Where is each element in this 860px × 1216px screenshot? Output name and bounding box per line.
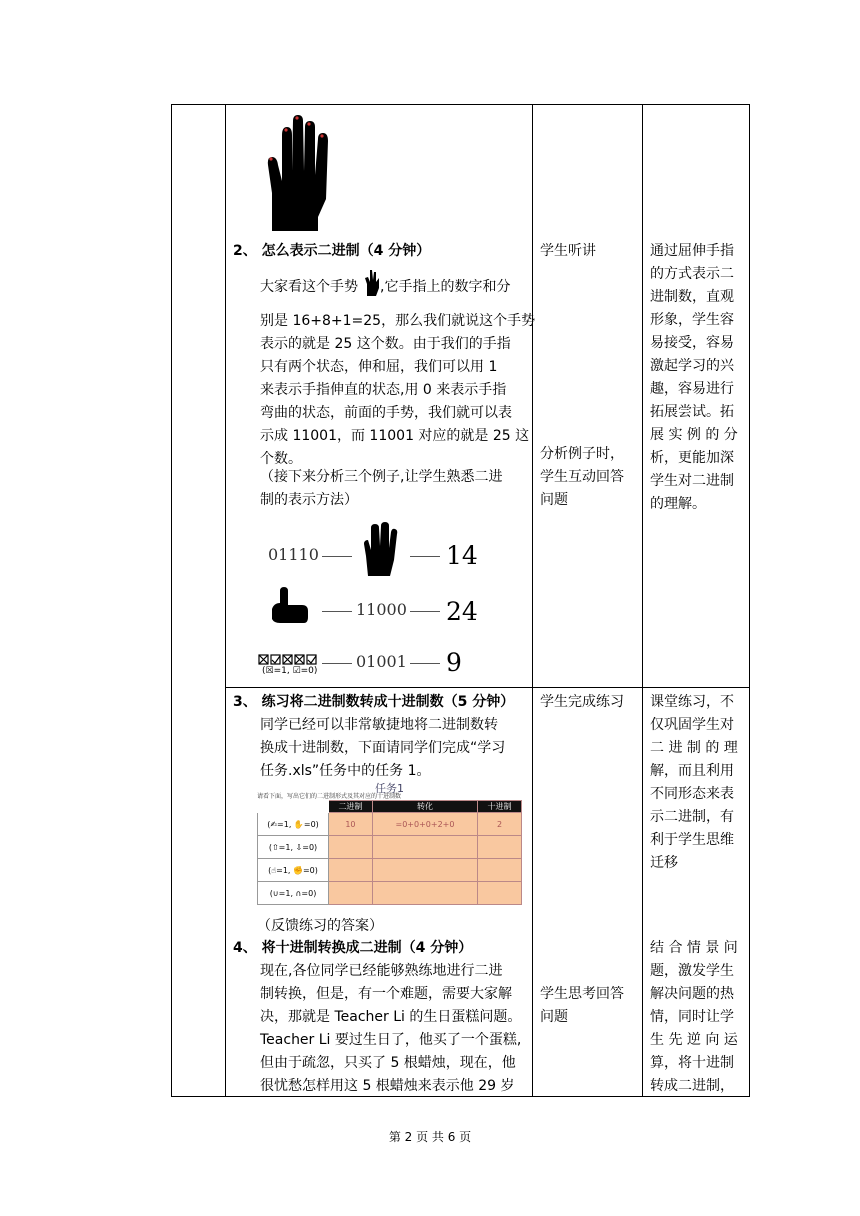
column-border <box>642 104 643 1097</box>
column-border <box>225 104 226 1097</box>
task-cell <box>372 836 477 859</box>
section2-title: 2、 怎么表示二进制（4 分钟） <box>233 243 431 259</box>
section2-line: 示成 11001，而 11001 对应的就是 25 这 <box>260 428 530 444</box>
arrow-line <box>410 611 440 612</box>
task-cell <box>329 836 373 859</box>
page-number: 第 2 页 共 6 页 <box>388 1130 472 1144</box>
hand-icon <box>262 113 332 231</box>
row-divider <box>225 687 750 688</box>
task-table <box>257 800 522 905</box>
task-cell: (∪=1, ∩=0) <box>258 882 329 905</box>
pointing-hand-icon <box>270 587 310 623</box>
example-decimal: 9 <box>446 648 462 677</box>
section2-line: 只有两个状态，伸和屈，我们可以用 1 <box>260 359 498 375</box>
activity-text: 问题 <box>540 492 568 508</box>
checkbox-legend: (☒=1, ☑=0) <box>262 666 318 676</box>
task-instruction: 请看下面，写出它们的二进制形式及其对应的十进制数 <box>257 793 402 800</box>
example-binary: 11000 <box>356 600 407 619</box>
example-binary: 01110 <box>268 545 319 564</box>
table-top-border <box>171 104 750 105</box>
section4-line: Teacher Li 要过生日了，他买了一个蛋糕, <box>260 1032 522 1048</box>
section4-line: 决，那就是 Teacher Li 的生日蛋糕问题。 <box>260 1009 522 1025</box>
intent-text: 转成二进制， <box>650 1078 734 1094</box>
section4-line: 现在,各位同学已经能够熟练地进行二进 <box>260 963 503 979</box>
activity-text: 分析例子时， <box>540 446 624 462</box>
intent-text: 仅巩固学生对 <box>650 717 734 733</box>
checkbox-row-icon <box>258 654 318 665</box>
section2-line: （接下来分析三个例子,让学生熟悉二进 <box>260 469 503 485</box>
task-header: 二进制 <box>329 801 373 813</box>
section2-line: ,它手指上的数字和分 <box>380 279 511 295</box>
intent-text: 拓展尝试。拓 <box>650 404 734 420</box>
task-header: 十进制 <box>478 801 522 813</box>
section2-line: 来表示手指伸直的状态,用 0 来表示手指 <box>260 382 507 398</box>
activity-text: 问题 <box>540 1009 568 1025</box>
task-cell: 2 <box>478 813 522 836</box>
intent-text: 的方式表示二 <box>650 266 734 282</box>
section3-line: 任务.xls”任务中的任务 1。 <box>260 763 431 779</box>
arrow-line <box>322 556 352 557</box>
task-cell <box>329 882 373 905</box>
section4-line: 但由于疏忽，只买了 5 根蜡烛，现在，他 <box>260 1055 516 1071</box>
task-cell <box>478 836 522 859</box>
activity-text: 学生思考回答 <box>540 986 624 1002</box>
intent-text: 生 先 逆 向 运 <box>650 1032 738 1048</box>
example-binary: 01001 <box>356 652 407 671</box>
section2-line: 大家看这个手势 <box>260 279 358 295</box>
section4-title: 4、 将十进制转换成二进制（4 分钟） <box>233 940 473 956</box>
activity-text: 学生互动回答 <box>540 469 624 485</box>
activity-text: 学生听讲 <box>540 243 596 259</box>
intent-text: 进制数，直观 <box>650 289 734 305</box>
intent-text: 解决问题的热 <box>650 986 734 1002</box>
intent-text: 的理解。 <box>650 496 706 512</box>
intent-text: 算，将十进制 <box>650 1055 734 1071</box>
intent-text: 情，同时让学 <box>650 1009 734 1025</box>
task-cell: (☝=1, ✊=0) <box>258 859 329 882</box>
intent-text: 趣，容易进行 <box>650 381 734 397</box>
activity-text: 学生完成练习 <box>540 694 624 710</box>
intent-text: 示二进制，有 <box>650 809 734 825</box>
intent-text: 结 合 情 景 问 <box>650 940 738 956</box>
intent-text: 解，而且利用 <box>650 763 734 779</box>
section3-title: 3、 练习将二进制数转成十进制数（5 分钟） <box>233 694 515 710</box>
section2-line: 弯曲的状态，前面的手势，我们就可以表 <box>260 405 512 421</box>
column-border <box>749 104 750 1097</box>
task-cell: (⇧=1, ⇩=0) <box>258 836 329 859</box>
section3-note: （反馈练习的答案） <box>257 918 383 934</box>
column-border <box>171 104 172 1097</box>
task-cell <box>372 882 477 905</box>
task-cell: =0+0+0+2+0 <box>372 813 477 836</box>
intent-text: 课堂练习，不 <box>650 694 734 710</box>
task-cell <box>329 859 373 882</box>
section3-line: 换成十进制数，下面请同学们完成“学习 <box>260 740 506 756</box>
task-cell <box>478 882 522 905</box>
arrow-line <box>322 663 352 664</box>
section4-line: 制转换，但是，有一个难题，需要大家解 <box>260 986 512 1002</box>
intent-text: 不同形态来表 <box>650 786 734 802</box>
section2-line: 表示的就是 25 这个数。由于我们的手指 <box>260 336 511 352</box>
section3-line: 同学已经可以非常敏捷地将二进制数转 <box>260 717 498 733</box>
task-cell <box>372 859 477 882</box>
section2-line: 制的表示方法） <box>260 492 358 508</box>
intent-text: 通过屈伸手指 <box>650 243 734 259</box>
intent-text: 激起学习的兴 <box>650 358 734 374</box>
section2-line: 别是 16+8+1=25，那么我们就说这个手势 <box>260 313 536 329</box>
task-title: 任务1 <box>375 782 404 795</box>
three-fingers-icon <box>362 522 398 576</box>
example-decimal: 24 <box>446 597 478 626</box>
gesture-icon <box>364 268 380 296</box>
intent-text: 形象，学生容 <box>650 312 734 328</box>
intent-text: 题，激发学生 <box>650 963 734 979</box>
task-header: 转化 <box>372 801 477 813</box>
intent-text: 析，更能加深 <box>650 450 734 466</box>
intent-text: 学生对二进制 <box>650 473 734 489</box>
section4-line: 很忧愁怎样用这 5 根蜡烛来表示他 29 岁 <box>260 1078 515 1094</box>
intent-text: 迁移 <box>650 855 678 871</box>
task-header <box>258 801 329 813</box>
section2-line: 个数。 <box>260 451 302 467</box>
intent-text: 展 实 例 的 分 <box>650 427 738 443</box>
intent-text: 利于学生思维 <box>650 832 734 848</box>
arrow-line <box>410 663 440 664</box>
intent-text: 易接受，容易 <box>650 335 734 351</box>
task-cell: 10 <box>329 813 373 836</box>
arrow-line <box>322 611 352 612</box>
task-cell <box>478 859 522 882</box>
arrow-line <box>410 556 440 557</box>
example-decimal: 14 <box>446 541 478 570</box>
intent-text: 二 进 制 的 理 <box>650 740 738 756</box>
task-cell: (✍=1, ✋=0) <box>258 813 329 836</box>
column-border <box>532 104 533 1097</box>
